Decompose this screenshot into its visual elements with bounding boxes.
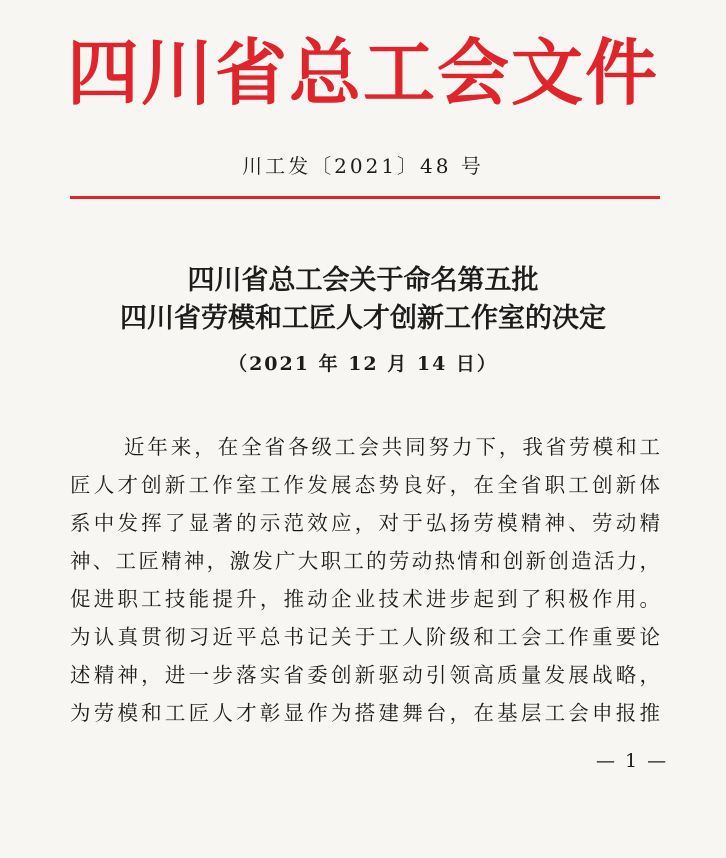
body-line: 系中发挥了显著的示范效应，对于弘扬劳模精神、劳动精 [70, 511, 660, 535]
body-line: 为认真贯彻习近平总书记关于工人阶级和工会工作重要论 [70, 625, 660, 649]
body-line: 神、工匠精神，激发广大职工的劳动热情和创新创造活力， [70, 549, 660, 573]
red-divider-line [70, 196, 660, 199]
body-line: 匠人才创新工作室工作发展态势良好，在全省职工创新体 [70, 473, 660, 497]
body-paragraph [70, 428, 660, 732]
body-line: 近年来，在全省各级工会共同努力下，我省劳模和工 [124, 435, 660, 459]
document-masthead: 四川省总工会文件 [66, 31, 659, 115]
document-number: 川工发〔2021〕48 号 [242, 154, 484, 178]
document-title [0, 262, 726, 338]
title-line-2: 四川省劳模和工匠人才创新工作室的决定 [120, 303, 606, 334]
body-line: 促进职工技能提升，推动企业技术进步起到了积极作用。 [70, 587, 660, 611]
body-line: 述精神，进一步落实省委创新驱动引领高质量发展战略， [70, 663, 660, 687]
page-number: — 1 — [596, 750, 669, 772]
body-line: 为劳模和工匠人才彰显作为搭建舞台，在基层工会申报推 [70, 701, 660, 725]
document-date: （2021 年 12 月 14 日） [228, 353, 498, 375]
title-line-1: 四川省总工会关于命名第五批 [187, 265, 539, 296]
